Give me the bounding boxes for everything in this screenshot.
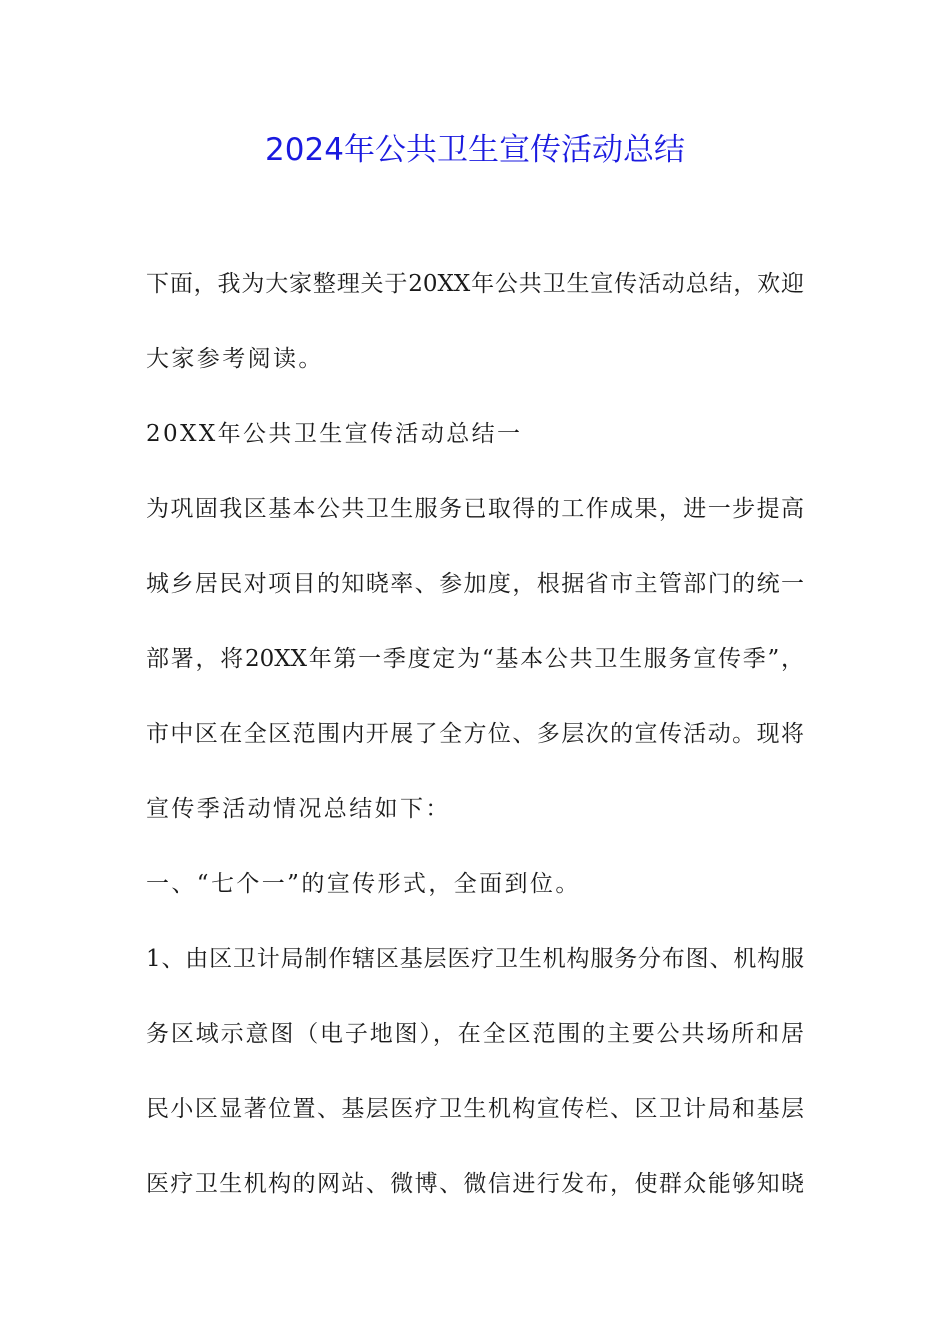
paragraph-line: 1、由区卫计局制作辖区基层医疗卫生机构服务分布图、机构服 xyxy=(146,946,804,972)
paragraph-line: 民小区显著位置、基层医疗卫生机构宣传栏、区卫计局和基层 xyxy=(146,1096,804,1122)
paragraph-line: 务区域示意图（电子地图），在全区范围的主要公共场所和居 xyxy=(146,1021,804,1047)
paragraph-line: 为巩固我区基本公共卫生服务已取得的工作成果，进一步提高 xyxy=(146,496,804,522)
paragraph-line: 部署，将20XX年第一季度定为“基本公共卫生服务宣传季”， xyxy=(146,646,804,672)
paragraph-line: 宣传季活动情况总结如下： xyxy=(146,796,451,822)
paragraph-line: 下面，我为大家整理关于20XX年公共卫生宣传活动总结，欢迎 xyxy=(146,271,804,297)
paragraph-line: 大家参考阅读。 xyxy=(146,346,324,372)
section-heading: 一、“七个一”的宣传形式，全面到位。 xyxy=(146,871,581,897)
paragraph-line: 城乡居民对项目的知晓率、参加度，根据省市主管部门的统一 xyxy=(146,571,804,597)
paragraph-line: 医疗卫生机构的网站、微博、微信进行发布，使群众能够知晓 xyxy=(146,1171,804,1197)
section-heading: 20XX年公共卫生宣传活动总结一 xyxy=(146,421,523,447)
document-title: 2024年公共卫生宣传活动总结 xyxy=(265,132,685,168)
paragraph-line: 市中区在全区范围内开展了全方位、多层次的宣传活动。现将 xyxy=(146,721,804,747)
